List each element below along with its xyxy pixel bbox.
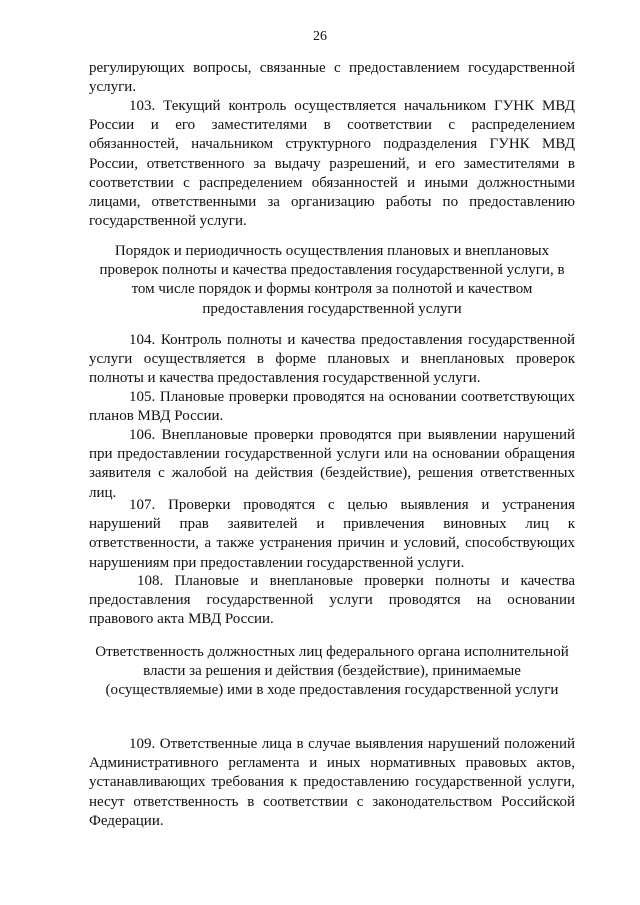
paragraph-block-106 (89, 426, 575, 503)
paragraph-107: 107. Проверки проводятся с целью выявления и устранения нарушений прав заявителей и привлечения виновных лиц к ответственности, а также устранения причин и условий, способствующих нарушениям при предоставлении государственной услуги. (89, 497, 575, 571)
paragraph-block-103 (89, 97, 575, 231)
section-heading-inspections (89, 242, 575, 319)
page-number: 26 (313, 29, 327, 44)
paragraph-continuation: регулирующих вопросы, связанные с предоставлением государственной услуги. (89, 60, 575, 96)
heading-inspections: Порядок и периодичность осуществления плановых и внеплановых проверок полноты и качества предоставления государственной услуги, в том числе порядок и формы контроля за полнотой и качеством предоставления государственной услуги (99, 243, 565, 317)
heading-responsibility: Ответственность должностных лиц федерального органа исполнительной власти за решения и действия (бездействие), принимаемые (осуществляемые) ими в ходе предоставления государственной услуги (95, 644, 569, 699)
paragraph-103: 103. Текущий контроль осуществляется начальником ГУНК МВД России и его заместителями в соответствии с распределением обязанностей, начальником структурного подразделения ГУНК МВД России, ответственного за выдачу разрешений, и его заместителями в соответствии с распределением обязанностей и иными должностными лицами, ответственными за организацию работы по предоставлению государственной услуги. (89, 98, 575, 230)
paragraph-block-108 (89, 572, 575, 630)
paragraph-105: 105. Плановые проверки проводятся на основании соответствующих планов МВД России. (89, 389, 575, 425)
paragraph-block-109 (89, 735, 575, 831)
paragraph-104: 104. Контроль полноты и качества предоставления государственной услуги осуществляется в форме плановых и внеплановых проверок полноты и качества предоставления государственной услуги. (89, 332, 575, 387)
continuation-paragraph (89, 59, 575, 97)
paragraph-109: 109. Ответственные лица в случае выявления нарушений положений Административного регламента и иных нормативных правовых актов, устанавливающих требования к предоставлению государственной услуги, несут ответственность в соответствии с законодательством Российской Федерации. (89, 736, 575, 829)
paragraph-108: 108. Плановые и внеплановые проверки полноты и качества предоставления государственной услуги проводятся на основании правового акта МВД России. (89, 573, 575, 628)
section-heading-responsibility (89, 643, 575, 701)
paragraph-block-104 (89, 331, 575, 389)
paragraph-block-105 (89, 388, 575, 426)
paragraph-block-107 (89, 496, 575, 573)
paragraph-106: 106. Внеплановые проверки проводятся при выявлении нарушений при предоставлении государственной услуги или на основании обращения заявителя с жалобой на действия (бездействие), решения ответственных лиц. (89, 427, 575, 501)
